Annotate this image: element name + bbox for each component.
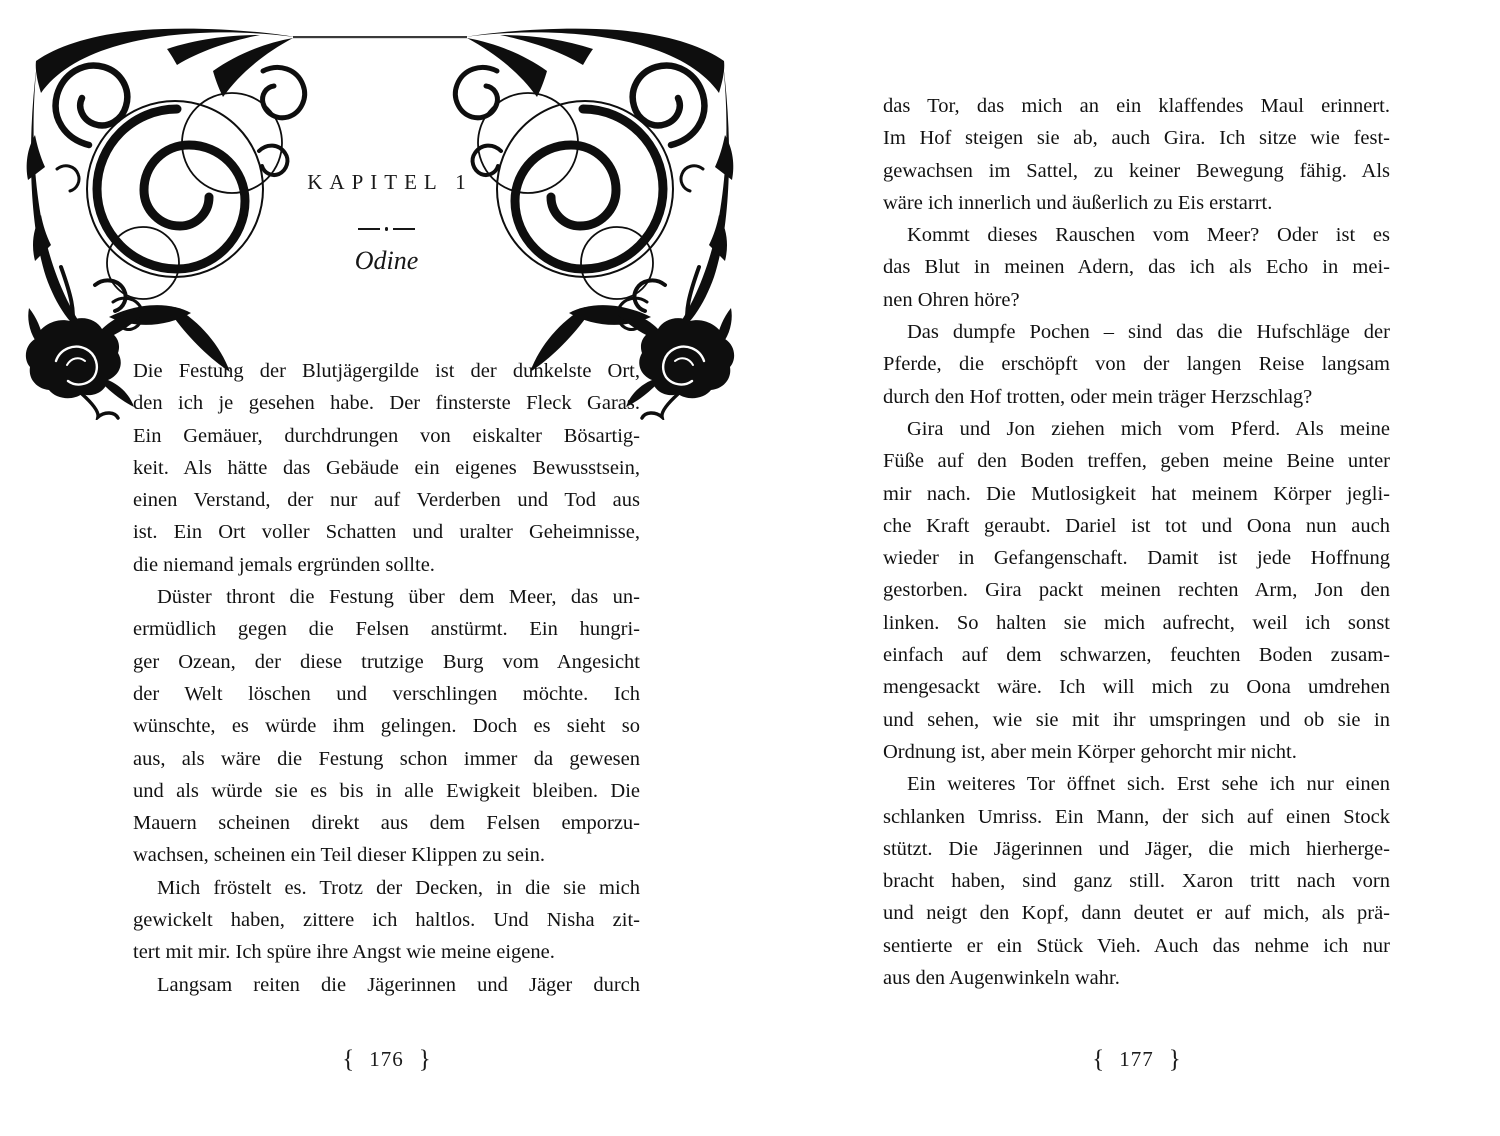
- text-line: der Welt löschen und verschlingen möchte. Ich: [133, 682, 640, 705]
- divider-dash: [393, 228, 415, 231]
- chapter-label: KAPITEL 1: [307, 170, 473, 194]
- text-line: che Kraft geraubt. Dariel ist tot und Oona nun auch: [883, 514, 1390, 537]
- text-line: das Blut in meinen Adern, das ich als Echo in mei-: [883, 256, 1390, 279]
- left-page-text: [133, 355, 640, 1001]
- text-line: Das dumpfe Pochen – sind das die Hufschläge der: [907, 321, 1390, 344]
- text-line: gestorben. Gira packt meinen rechten Arm, Jon den: [883, 579, 1390, 602]
- text-line: wieder in Gefangenschaft. Damit ist jede Hoffnung: [883, 547, 1390, 570]
- text-line: Langsam reiten die Jägerinnen und Jäger durch: [157, 973, 640, 996]
- text-line: Mauern scheinen direkt aus dem Felsen emporzu-: [133, 812, 640, 835]
- text-line: mir nach. Die Mutlosigkeit hat meinem Körper jegli-: [883, 482, 1390, 505]
- text-line: schlanken Umriss. Ein Mann, der sich auf einen Stock: [883, 805, 1390, 828]
- text-line: tert mit mir. Ich spüre ihre Angst wie meine eigene.: [133, 941, 555, 964]
- text-line: Gira und Jon ziehen mich vom Pferd. Als meine: [907, 417, 1390, 440]
- text-line: sentierte er ein Stück Vieh. Auch das nehme ich nur: [883, 934, 1390, 957]
- page-number-left: 176: [369, 1047, 404, 1071]
- text-line: ger Ozean, der diese trutzige Burg vom Angesicht: [133, 650, 640, 673]
- text-line: bracht haben, sind ganz still. Xaron tritt nach vorn: [883, 870, 1390, 893]
- footer-brace-open: {: [1092, 1046, 1105, 1073]
- text-line: Ordnung ist, aber mein Körper gehorcht mir nicht.: [883, 740, 1297, 763]
- text-line: stützt. Die Jägerinnen und Jäger, die mich hierherge-: [883, 837, 1390, 860]
- footer-brace-close: }: [418, 1046, 431, 1073]
- text-line: und neigt den Kopf, dann deutet er auf mich, als prä-: [883, 902, 1390, 925]
- left-page-footer: [133, 1046, 640, 1074]
- text-line: Im Hof steigen sie ab, auch Gira. Ich sitze wie fest-: [883, 127, 1390, 150]
- text-line: Ein Gemäuer, durchdrungen von eiskalter Bösartig-: [133, 424, 640, 447]
- text-line: gewickelt haben, zittere ich haltlos. Und Nisha zit-: [133, 909, 640, 932]
- text-line: Ein weiteres Tor öffnet sich. Erst sehe ich nur einen: [907, 773, 1390, 796]
- text-line: wachsen, scheinen ein Teil dieser Klippen zu sein.: [133, 844, 546, 867]
- right-page-footer: [883, 1046, 1390, 1074]
- page-number-right: 177: [1119, 1047, 1154, 1071]
- text-line: die niemand jemals ergründen sollte.: [133, 553, 435, 576]
- text-line: einfach auf dem schwarzen, feuchten Boden zusam-: [883, 644, 1390, 667]
- text-line: Füße auf den Boden treffen, geben meine Beine unter: [883, 450, 1390, 473]
- text-line: aus, als wäre die Festung schon immer da gewesen: [133, 747, 640, 770]
- footer-brace-close: }: [1168, 1046, 1181, 1073]
- text-line: ermüdlich gegen die Felsen anstürmt. Ein hungri-: [133, 618, 640, 641]
- text-line: durch den Hof trotten, oder mein träger Herzschlag?: [883, 385, 1313, 408]
- text-line: den ich je gesehen habe. Der finsterste Fleck Garas.: [133, 392, 640, 415]
- text-line: Düster thront die Festung über dem Meer, das un-: [157, 586, 640, 609]
- text-line: nen Ohren höre?: [883, 288, 1020, 311]
- text-line: und sehen, wie sie mit ihr umspringen und ob sie in: [883, 708, 1390, 731]
- chapter-divider: [133, 227, 640, 231]
- divider-dash: [358, 228, 380, 231]
- text-line: aus den Augenwinkeln wahr.: [883, 967, 1120, 990]
- text-line: Pferde, die erschöpft von der langen Reise langsam: [883, 353, 1390, 376]
- text-line: einen Verstand, der nur auf Verderben und Tod aus: [133, 489, 640, 512]
- text-line: gewachsen im Sattel, zu keiner Bewegung fähig. Als: [883, 159, 1390, 182]
- text-line: Die Festung der Blutjägergilde ist der dunkelste Ort,: [133, 360, 640, 382]
- text-line: wäre ich innerlich und äußerlich zu Eis erstarrt.: [883, 191, 1273, 214]
- text-line: Mich fröstelt es. Trotz der Decken, in die sie mich: [157, 876, 640, 899]
- right-page-text: [883, 90, 1390, 994]
- text-line: ist. Ein Ort voller Schatten und uralter Geheimnisse,: [133, 521, 640, 544]
- text-line: linken. So halten sie mich aufrecht, weil ich sonst: [883, 611, 1390, 634]
- text-line: Kommt dieses Rauschen vom Meer? Oder ist es: [907, 224, 1390, 247]
- text-line: das Tor, das mich an ein klaffendes Maul erinnert.: [883, 95, 1390, 117]
- text-line: wünschte, es würde ihm gelingen. Doch es sieht so: [133, 715, 640, 738]
- text-line: keit. Als hätte das Gebäude ein eigenes Bewusstsein,: [133, 456, 640, 479]
- divider-dot: [385, 227, 389, 231]
- footer-brace-open: {: [342, 1046, 355, 1073]
- chapter-title: Odine: [354, 246, 419, 275]
- text-line: mengesackt wäre. Ich will mich zu Oona umdrehen: [883, 676, 1390, 699]
- text-line: und als würde sie es bis in alle Ewigkeit bleiben. Die: [133, 779, 640, 802]
